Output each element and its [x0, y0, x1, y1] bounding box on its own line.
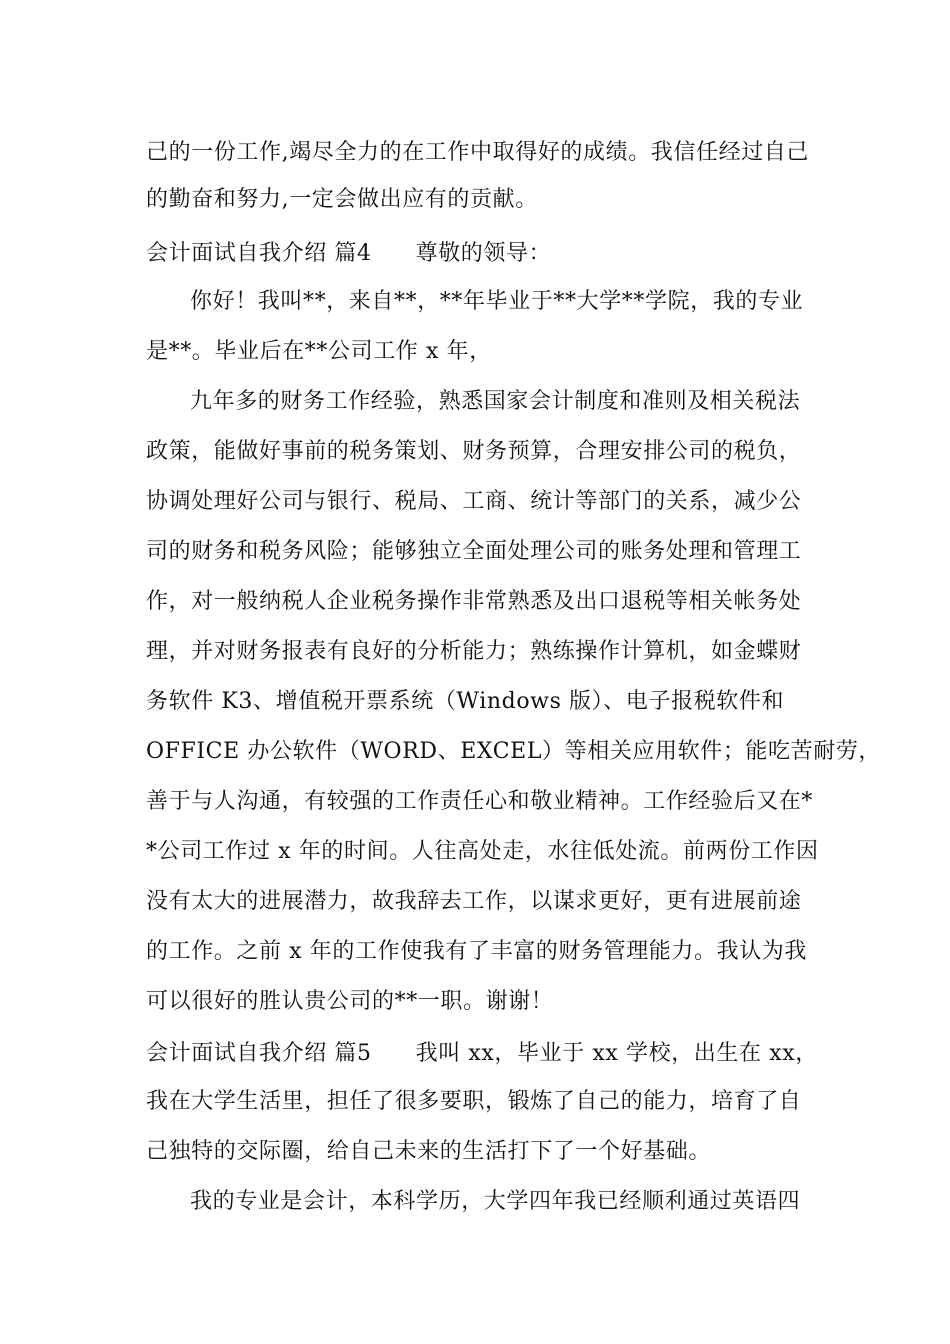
- paragraph-line: 九年多的财务工作经验，熟悉国家会计制度和准则及相关税法: [190, 389, 801, 414]
- paragraph-line: 我在大学生活里，担任了很多要职，锻炼了自己的能力，培育了自: [146, 1089, 802, 1114]
- section-title: 会计面试自我介绍 篇5: [146, 1041, 372, 1066]
- section-intro: 我叫 xx，毕业于 xx 学校，出生在 xx，: [415, 1041, 818, 1066]
- paragraph-line: 的勤奋和努力,一定会做出应有的贡献。: [146, 187, 538, 212]
- section-title: 会计面试自我介绍 篇4: [146, 241, 372, 266]
- paragraph-line: 是**。毕业后在**公司工作 x 年，: [146, 339, 492, 364]
- paragraph-line: 政策，能做好事前的税务策划、财务预算，合理安排公司的税负，: [146, 439, 802, 464]
- paragraph-line: 协调处理好公司与银行、税局、工商、统计等部门的关系，减少公: [146, 489, 802, 514]
- paragraph-line: 善于与人沟通，有较强的工作责任心和敬业精神。工作经验后又在*: [146, 789, 814, 814]
- paragraph-line: 可以很好的胜认贵公司的**一职。谢谢！: [146, 989, 554, 1014]
- paragraph-line: 务软件 K3、增值税开票系统（Windows 版）、电子报税软件和: [146, 689, 785, 714]
- paragraph-line: 没有太大的进展潜力，故我辞去工作，以谋求更好，更有进展前途: [146, 889, 802, 914]
- paragraph-line: 的工作。之前 x 年的工作使我有了丰富的财务管理能力。我认为我: [146, 939, 807, 964]
- paragraph-line: *公司工作过 x 年的时间。人往高处走，水往低处流。前两份工作因: [146, 839, 819, 864]
- paragraph-line: 我的专业是会计，本科学历，大学四年我已经顺利通过英语四: [190, 1189, 801, 1214]
- paragraph-line: 司的财务和税务风险；能够独立全面处理公司的账务处理和管理工: [146, 539, 802, 564]
- section-heading-5: [146, 1040, 818, 1068]
- paragraph-line: 理，并对财务报表有良好的分析能力；熟练操作计算机，如金蝶财: [146, 639, 802, 664]
- paragraph-line: 你好！我叫**，来自**，**年毕业于**大学**学院，我的专业: [190, 289, 804, 314]
- paragraph-line: 作，对一般纳税人企业税务操作非常熟悉及出口退税等相关帐务处: [146, 589, 802, 614]
- paragraph-line: 己独特的交际圈，给自己未来的生活打下了一个好基础。: [146, 1139, 712, 1164]
- paragraph-line: 己的一份工作,竭尽全力的在工作中取得好的成绩。我信任经过自己: [146, 140, 809, 165]
- section-greeting: 尊敬的领导：: [415, 241, 552, 266]
- paragraph-line: OFFICE 办公软件（WORD、EXCEL）等相关应用软件；能吃苦耐劳，: [146, 739, 882, 764]
- section-heading-4: [146, 240, 806, 268]
